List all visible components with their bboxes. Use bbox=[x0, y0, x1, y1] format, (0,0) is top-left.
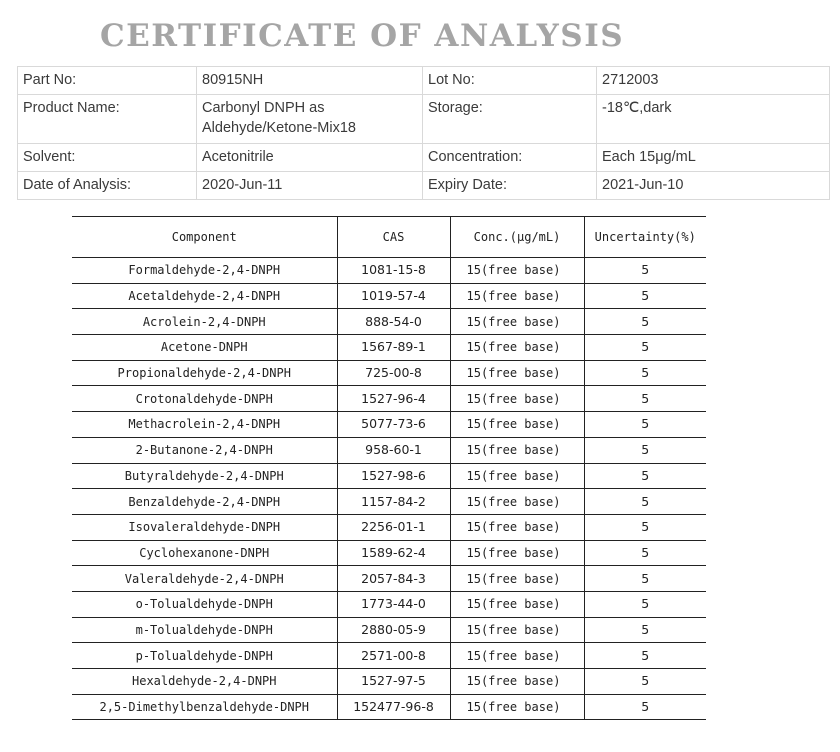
product-name-label: Product Name: bbox=[18, 95, 197, 144]
component-name: Formaldehyde-2,4-DNPH bbox=[72, 258, 337, 284]
cas-number: 2571-00-8 bbox=[337, 643, 450, 669]
part-no-value: 80915NH bbox=[197, 67, 423, 95]
component-name: Acrolein-2,4-DNPH bbox=[72, 309, 337, 335]
conc-header: Conc.(μg/mL) bbox=[450, 217, 584, 258]
cas-header: CAS bbox=[337, 217, 450, 258]
uncertainty: 5 bbox=[584, 309, 706, 335]
cas-number: 888-54-0 bbox=[337, 309, 450, 335]
concentration: 15(free base) bbox=[450, 335, 584, 361]
component-name: Butyraldehyde-2,4-DNPH bbox=[72, 463, 337, 489]
uncertainty: 5 bbox=[584, 283, 706, 309]
lot-no-label: Lot No: bbox=[423, 67, 597, 95]
component-name: Cyclohexanone-DNPH bbox=[72, 540, 337, 566]
concentration: 15(free base) bbox=[450, 566, 584, 592]
uncertainty: 5 bbox=[584, 643, 706, 669]
cas-number: 1527-96-4 bbox=[337, 386, 450, 412]
lot-no-value: 2712003 bbox=[597, 67, 830, 95]
cas-number: 958-60-1 bbox=[337, 437, 450, 463]
component-name: p-Tolualdehyde-DNPH bbox=[72, 643, 337, 669]
product-name-line2: Aldehyde/Ketone-Mix18 bbox=[202, 120, 356, 136]
concentration: 15(free base) bbox=[450, 283, 584, 309]
table-row bbox=[72, 360, 706, 386]
components-header-row bbox=[72, 217, 706, 258]
table-row bbox=[72, 591, 706, 617]
table-row bbox=[72, 258, 706, 284]
uncertainty: 5 bbox=[584, 437, 706, 463]
table-row bbox=[72, 335, 706, 361]
info-row bbox=[18, 67, 830, 95]
table-row bbox=[72, 514, 706, 540]
cas-number: 1567-89-1 bbox=[337, 335, 450, 361]
info-row bbox=[18, 95, 830, 144]
table-row bbox=[72, 386, 706, 412]
uncertainty: 5 bbox=[584, 489, 706, 515]
table-row bbox=[72, 412, 706, 438]
uncertainty: 5 bbox=[584, 360, 706, 386]
cas-number: 1527-97-5 bbox=[337, 669, 450, 695]
component-name: Acetaldehyde-2,4-DNPH bbox=[72, 283, 337, 309]
expiry-date-value: 2021-Jun-10 bbox=[597, 172, 830, 200]
cas-number: 2880-05-9 bbox=[337, 617, 450, 643]
concentration: 15(free base) bbox=[450, 412, 584, 438]
product-name-line1: Carbonyl DNPH as bbox=[202, 100, 325, 116]
storage-label: Storage: bbox=[423, 95, 597, 144]
component-name: Crotonaldehyde-DNPH bbox=[72, 386, 337, 412]
table-row bbox=[72, 643, 706, 669]
table-row bbox=[72, 463, 706, 489]
concentration: 15(free base) bbox=[450, 643, 584, 669]
uncertainty: 5 bbox=[584, 566, 706, 592]
concentration: 15(free base) bbox=[450, 258, 584, 284]
uncertainty-header: Uncertainty(%) bbox=[584, 217, 706, 258]
table-row bbox=[72, 566, 706, 592]
info-row bbox=[18, 172, 830, 200]
uncertainty: 5 bbox=[584, 258, 706, 284]
cas-number: 5077-73-6 bbox=[337, 412, 450, 438]
uncertainty: 5 bbox=[584, 463, 706, 489]
cas-number: 1773-44-0 bbox=[337, 591, 450, 617]
cas-number: 1527-98-6 bbox=[337, 463, 450, 489]
component-name: 2-Butanone-2,4-DNPH bbox=[72, 437, 337, 463]
component-name: Acetone-DNPH bbox=[72, 335, 337, 361]
concentration: 15(free base) bbox=[450, 360, 584, 386]
component-name: 2,5-Dimethylbenzaldehyde-DNPH bbox=[72, 694, 337, 720]
cas-number: 1019-57-4 bbox=[337, 283, 450, 309]
uncertainty: 5 bbox=[584, 412, 706, 438]
expiry-date-label: Expiry Date: bbox=[423, 172, 597, 200]
component-name: Methacrolein-2,4-DNPH bbox=[72, 412, 337, 438]
concentration: 15(free base) bbox=[450, 591, 584, 617]
table-row bbox=[72, 617, 706, 643]
component-name: Isovaleraldehyde-DNPH bbox=[72, 514, 337, 540]
uncertainty: 5 bbox=[584, 386, 706, 412]
cas-number: 2256-01-1 bbox=[337, 514, 450, 540]
component-header: Component bbox=[72, 217, 337, 258]
component-name: Propionaldehyde-2,4-DNPH bbox=[72, 360, 337, 386]
concentration: 15(free base) bbox=[450, 489, 584, 515]
concentration-value: Each 15μg/mL bbox=[597, 144, 830, 172]
table-row bbox=[72, 437, 706, 463]
components-table bbox=[72, 216, 706, 720]
solvent-value: Acetonitrile bbox=[197, 144, 423, 172]
table-row bbox=[72, 694, 706, 720]
uncertainty: 5 bbox=[584, 617, 706, 643]
uncertainty: 5 bbox=[584, 540, 706, 566]
concentration: 15(free base) bbox=[450, 309, 584, 335]
concentration: 15(free base) bbox=[450, 386, 584, 412]
solvent-label: Solvent: bbox=[18, 144, 197, 172]
component-name: m-Tolualdehyde-DNPH bbox=[72, 617, 337, 643]
uncertainty: 5 bbox=[584, 694, 706, 720]
uncertainty: 5 bbox=[584, 591, 706, 617]
concentration: 15(free base) bbox=[450, 617, 584, 643]
cas-number: 1589-62-4 bbox=[337, 540, 450, 566]
concentration: 15(free base) bbox=[450, 540, 584, 566]
concentration: 15(free base) bbox=[450, 669, 584, 695]
concentration-label: Concentration: bbox=[423, 144, 597, 172]
table-row bbox=[72, 540, 706, 566]
uncertainty: 5 bbox=[584, 514, 706, 540]
concentration: 15(free base) bbox=[450, 514, 584, 540]
date-of-analysis-label: Date of Analysis: bbox=[18, 172, 197, 200]
table-row bbox=[72, 489, 706, 515]
component-name: Benzaldehyde-2,4-DNPH bbox=[72, 489, 337, 515]
product-name-value bbox=[197, 95, 423, 144]
component-name: Hexaldehyde-2,4-DNPH bbox=[72, 669, 337, 695]
part-no-label: Part No: bbox=[18, 67, 197, 95]
date-of-analysis-value: 2020-Jun-11 bbox=[197, 172, 423, 200]
concentration: 15(free base) bbox=[450, 463, 584, 489]
cas-number: 1157-84-2 bbox=[337, 489, 450, 515]
table-row bbox=[72, 669, 706, 695]
table-row bbox=[72, 309, 706, 335]
storage-value: -18℃,dark bbox=[597, 95, 830, 144]
component-name: o-Tolualdehyde-DNPH bbox=[72, 591, 337, 617]
uncertainty: 5 bbox=[584, 335, 706, 361]
cas-number: 2057-84-3 bbox=[337, 566, 450, 592]
cas-number: 1081-15-8 bbox=[337, 258, 450, 284]
table-row bbox=[72, 283, 706, 309]
concentration: 15(free base) bbox=[450, 437, 584, 463]
uncertainty: 5 bbox=[584, 669, 706, 695]
product-info-table bbox=[17, 66, 830, 200]
info-row bbox=[18, 144, 830, 172]
cas-number: 725-00-8 bbox=[337, 360, 450, 386]
document-title: CERTIFICATE OF ANALYSIS bbox=[100, 18, 625, 54]
component-name: Valeraldehyde-2,4-DNPH bbox=[72, 566, 337, 592]
concentration: 15(free base) bbox=[450, 694, 584, 720]
cas-number: 152477-96-8 bbox=[337, 694, 450, 720]
